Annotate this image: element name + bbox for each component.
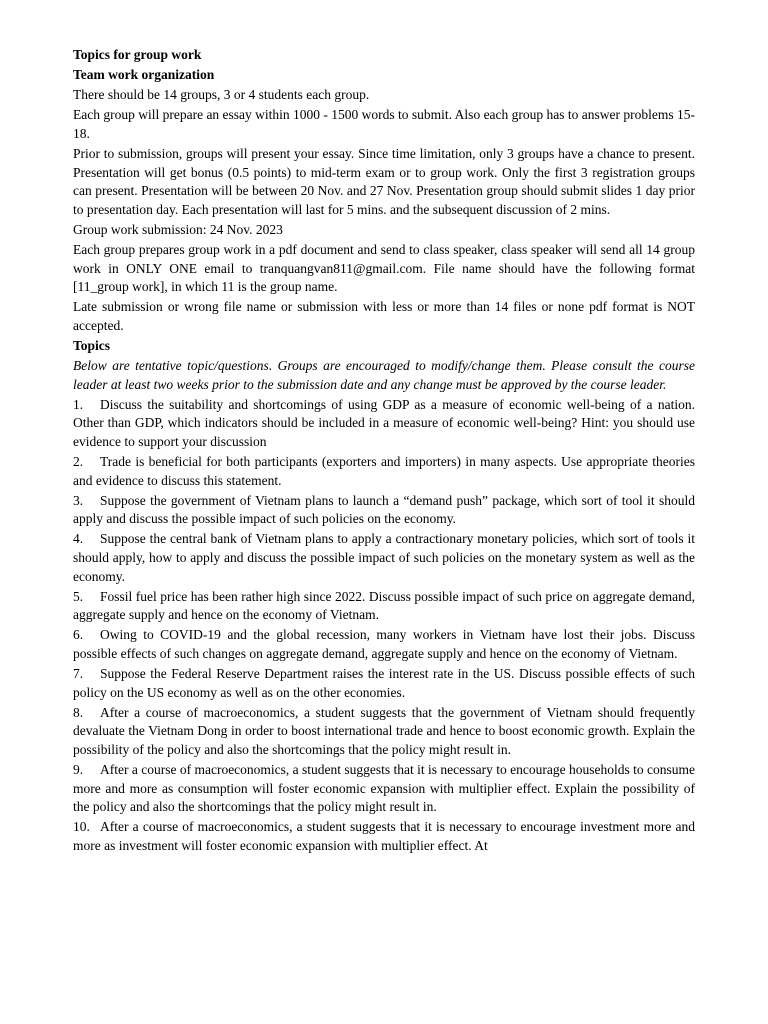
- topic-number: 1.: [73, 396, 84, 412]
- topic-text: Owing to COVID-19 and the global recession, many workers in Vietnam have lost their jobs. Discuss possible effects of such changes on aggregate demand, aggregate supply and hence on the economy of Vietnam.: [73, 627, 695, 661]
- topic-text: Fossil fuel price has been rather high since 2022. Discuss possible impact of such price on aggregate demand, aggregate supply and hence on the economy of Vietnam.: [73, 588, 695, 623]
- topic-item: [73, 530, 695, 586]
- topic-text: After a course of macroeconomics, a student suggests that it is necessary to encourage households to consume more and more as consumption will foster economic expansion with multiplier effect. Explain the possibility of the policy and also the shortcomings that the policy might result in.: [73, 761, 695, 815]
- paragraph-groups: There should be 14 groups, 3 or 4 students each group.: [73, 87, 370, 103]
- topic-number: 10.: [73, 819, 90, 835]
- topic-item: [73, 396, 695, 452]
- topic-item: [73, 626, 695, 663]
- paragraph-essay: Each group will prepare an essay within 1000 - 1500 words to submit. Also each group has to answer problems 15-18.: [73, 107, 696, 141]
- topic-text: Trade is beneficial for both participants (exporters and importers) in many aspects. Use appropriate theories and evidence to discuss this statement.: [73, 453, 695, 488]
- paragraph-late-submission: Late submission or wrong file name or submission with less or more than 14 files or none pdf format is NOT accepted.: [73, 299, 695, 333]
- heading-topics-for-group-work: Topics for group work: [73, 47, 202, 62]
- topics-list: [73, 396, 695, 856]
- topic-text: After a course of macroeconomics, a student suggests that it is necessary to encourage investment more and more as investment will foster economic expansion with multiplier effect. At: [73, 819, 695, 853]
- topic-number: 2.: [73, 453, 84, 469]
- topics-intro: Below are tentative topic/questions. Groups are encouraged to modify/change them. Please consult the course leader at least two weeks prior to the submission date and any change must be approved by the course leader.: [73, 358, 695, 392]
- topic-number: 7.: [73, 666, 84, 681]
- paragraph-submission-format: Each group prepares group work in a pdf document and send to class speaker, class speaker will send all 14 group work in ONLY ONE email to tranquangvan811@gmail.com. File name should have the following format [11_group work], in which 11 is the group name.: [73, 241, 695, 295]
- topic-item: [73, 492, 695, 529]
- topic-text: Discuss the suitability and shortcomings of using GDP as a measure of economic well-being of a nation. Other than GDP, which indicators should be included in a measure of economic well-being? Hint: you should use evidence to support your discussion: [73, 396, 695, 449]
- topic-text: Suppose the Federal Reserve Department raises the interest rate in the US. Discuss possible effects of such policy on the US economy as well as on the other economies.: [73, 666, 695, 700]
- topic-item: [73, 665, 695, 702]
- paragraph-presentation: Prior to submission, groups will present your essay. Since time limitation, only 3 groups have a chance to present. Presentation will get bonus (0.5 points) to mid-term exam or to group work. Only the first 3 registration groups can present. Presentation will be between 20 Nov. and 27 Nov. Presentation group should submit slides 1 day prior to presentation day. Each presentation will last for 5 mins. and the subsequent discussion of 2 mins.: [73, 145, 695, 217]
- topic-item: [73, 453, 695, 490]
- topic-number: 5.: [73, 588, 84, 604]
- topic-number: 3.: [73, 492, 84, 508]
- topic-item: [73, 761, 695, 817]
- topic-number: 9.: [73, 761, 84, 777]
- topic-item: [73, 704, 695, 760]
- topic-item: [73, 818, 695, 855]
- heading-topics: Topics: [73, 337, 111, 353]
- topic-number: 8.: [73, 704, 84, 720]
- topic-item: [73, 588, 695, 625]
- topic-text: Suppose the central bank of Vietnam plans to apply a contractionary monetary policies, which sort of tools it should apply, how to apply and discuss the possible impact of such policies on the monetary system as well as the economy.: [73, 531, 695, 584]
- paragraph-submission-date: Group work submission: 24 Nov. 2023: [73, 221, 283, 237]
- topic-text: Suppose the government of Vietnam plans to launch a “demand push” package, which sort of tool it should apply and discuss the possible impact of such policies on the economy.: [73, 492, 695, 527]
- topic-text: After a course of macroeconomics, a student suggests that the government of Vietnam should frequently devaluate the Vietnam Dong in order to boost international trade and hence to boost economic growth. Explain the possibility of the policy and also the shortcomings that the policy might result in.: [73, 704, 695, 757]
- topic-number: 4.: [73, 531, 84, 547]
- topic-number: 6.: [73, 627, 84, 643]
- heading-team-work-organization: Team work organization: [73, 67, 215, 83]
